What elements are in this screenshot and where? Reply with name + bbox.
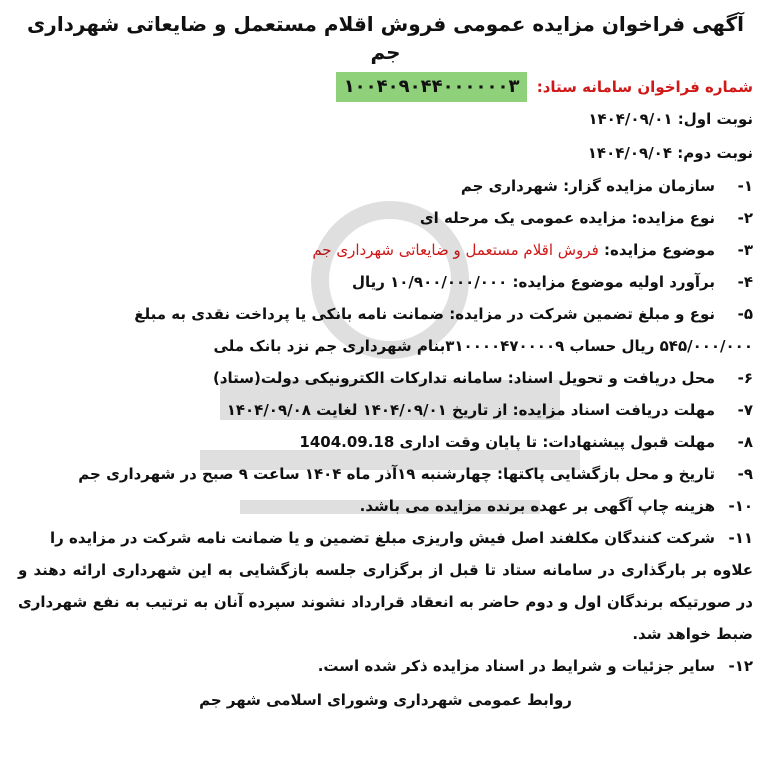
item-text: سایر جزئیات و شرایط در اسناد مزایده ذکر شده است. [317, 657, 715, 675]
list-item-4 [18, 266, 753, 298]
tender-number-row [18, 72, 753, 102]
item-text: هزینه چاپ آگهی بر عهده برنده مزایده می باشد. [359, 497, 715, 515]
item-text: تاریخ و محل بازگشایی پاکتها: چهارشنبه ۱۹آذر ماه ۱۴۰۴ ساعت ۹ صبح در شهرداری جم [78, 465, 715, 483]
item-number: ۱- [737, 177, 753, 195]
round-first: نوبت اول: ۱۴۰۴/۰۹/۰۱ [588, 110, 753, 128]
list-item-8 [18, 426, 753, 458]
tender-number-value: ۱۰۰۴۰۹۰۴۴۰۰۰۰۰۰۳ [336, 72, 528, 102]
tender-number-label: شماره فراخوان سامانه ستاد: [536, 78, 753, 96]
list-item-10 [18, 490, 753, 522]
item-text: برآورد اولیه موضوع مزایده: ۱۰/۹۰۰/۰۰۰/۰۰۰ ریال [351, 273, 715, 291]
item-subject-value: فروش اقلام مستعمل و ضایعاتی شهرداری جم [312, 241, 599, 259]
item-11-continuation: علاوه بر بارگذاری در سامانه ستاد تا قبل از برگزاری جلسه بازگشایی به این شهرداری ارائه دهند و در صورتیکه برندگان اول و دوم حاضر به انعقاد قرارداد نشوند سپرده آنان به ترتیب به نفع شهرداری ضبط خواهد شد. [18, 561, 753, 643]
item-number: ۱۲- [728, 657, 753, 675]
footer-signature: روابط عمومی شهرداری وشورای اسلامی شهر جم [199, 691, 572, 709]
list-item-6 [18, 362, 753, 394]
item-text [18, 234, 715, 266]
list-item-1 [18, 170, 753, 202]
round-second: نوبت دوم: ۱۴۰۴/۰۹/۰۴ [587, 144, 753, 162]
item-number: ۴- [737, 273, 753, 291]
item-text: نوع و مبلغ تضمین شرکت در مزایده: ضمانت نامه بانکی یا پرداخت نقدی به مبلغ [134, 305, 715, 323]
list-item-5 [18, 298, 753, 330]
item-5-continuation: ۵۴۵/۰۰۰/۰۰۰ ریال حساب ۳۱۰۰۰۰۴۷۰۰۰۰۹بنام شهرداری جم نزد بانک ملی [213, 337, 753, 355]
item-label: موضوع مزایده: [604, 241, 715, 259]
list-item-11 [18, 522, 753, 554]
item-number: ۶- [737, 369, 753, 387]
item-text: محل دریافت و تحویل اسناد: سامانه تدارکات الکترونیکی دولت(ستاد) [212, 369, 715, 387]
item-text: مهلت دریافت اسناد مزایده: از تاریخ ۱۴۰۴/۰۹/۰۱ لغایت ۱۴۰۴/۰۹/۰۸ [226, 401, 715, 419]
item-number: ۵- [737, 305, 753, 323]
item-number: ۳- [737, 241, 753, 259]
item-number: ۸- [737, 433, 753, 451]
item-text: سازمان مزایده گزار: شهرداری جم [460, 177, 715, 195]
item-text: مهلت قبول پیشنهادات: تا پایان وقت اداری 1404.09.18 [299, 433, 715, 451]
item-number: ۲- [737, 209, 753, 227]
item-number: ۱۰- [728, 497, 753, 515]
list-item-2 [18, 202, 753, 234]
list-item-3 [18, 234, 753, 266]
list-item-12 [18, 650, 753, 682]
item-number: ۷- [737, 401, 753, 419]
notice-title: آگهی فراخوان مزایده عمومی فروش اقلام مستعمل و ضایعاتی شهرداری جم [26, 12, 745, 64]
item-number: ۹- [737, 465, 753, 483]
list-item-9 [18, 458, 753, 490]
list-item-7 [18, 394, 753, 426]
item-text: شرکت کنندگان مکلفند اصل فیش واریزی مبلغ تضمین و یا ضمانت نامه شرکت در مزایده را [49, 529, 715, 547]
item-number: ۱۱- [728, 529, 753, 547]
item-text: نوع مزایده: مزایده عمومی یک مرحله ای [419, 209, 715, 227]
